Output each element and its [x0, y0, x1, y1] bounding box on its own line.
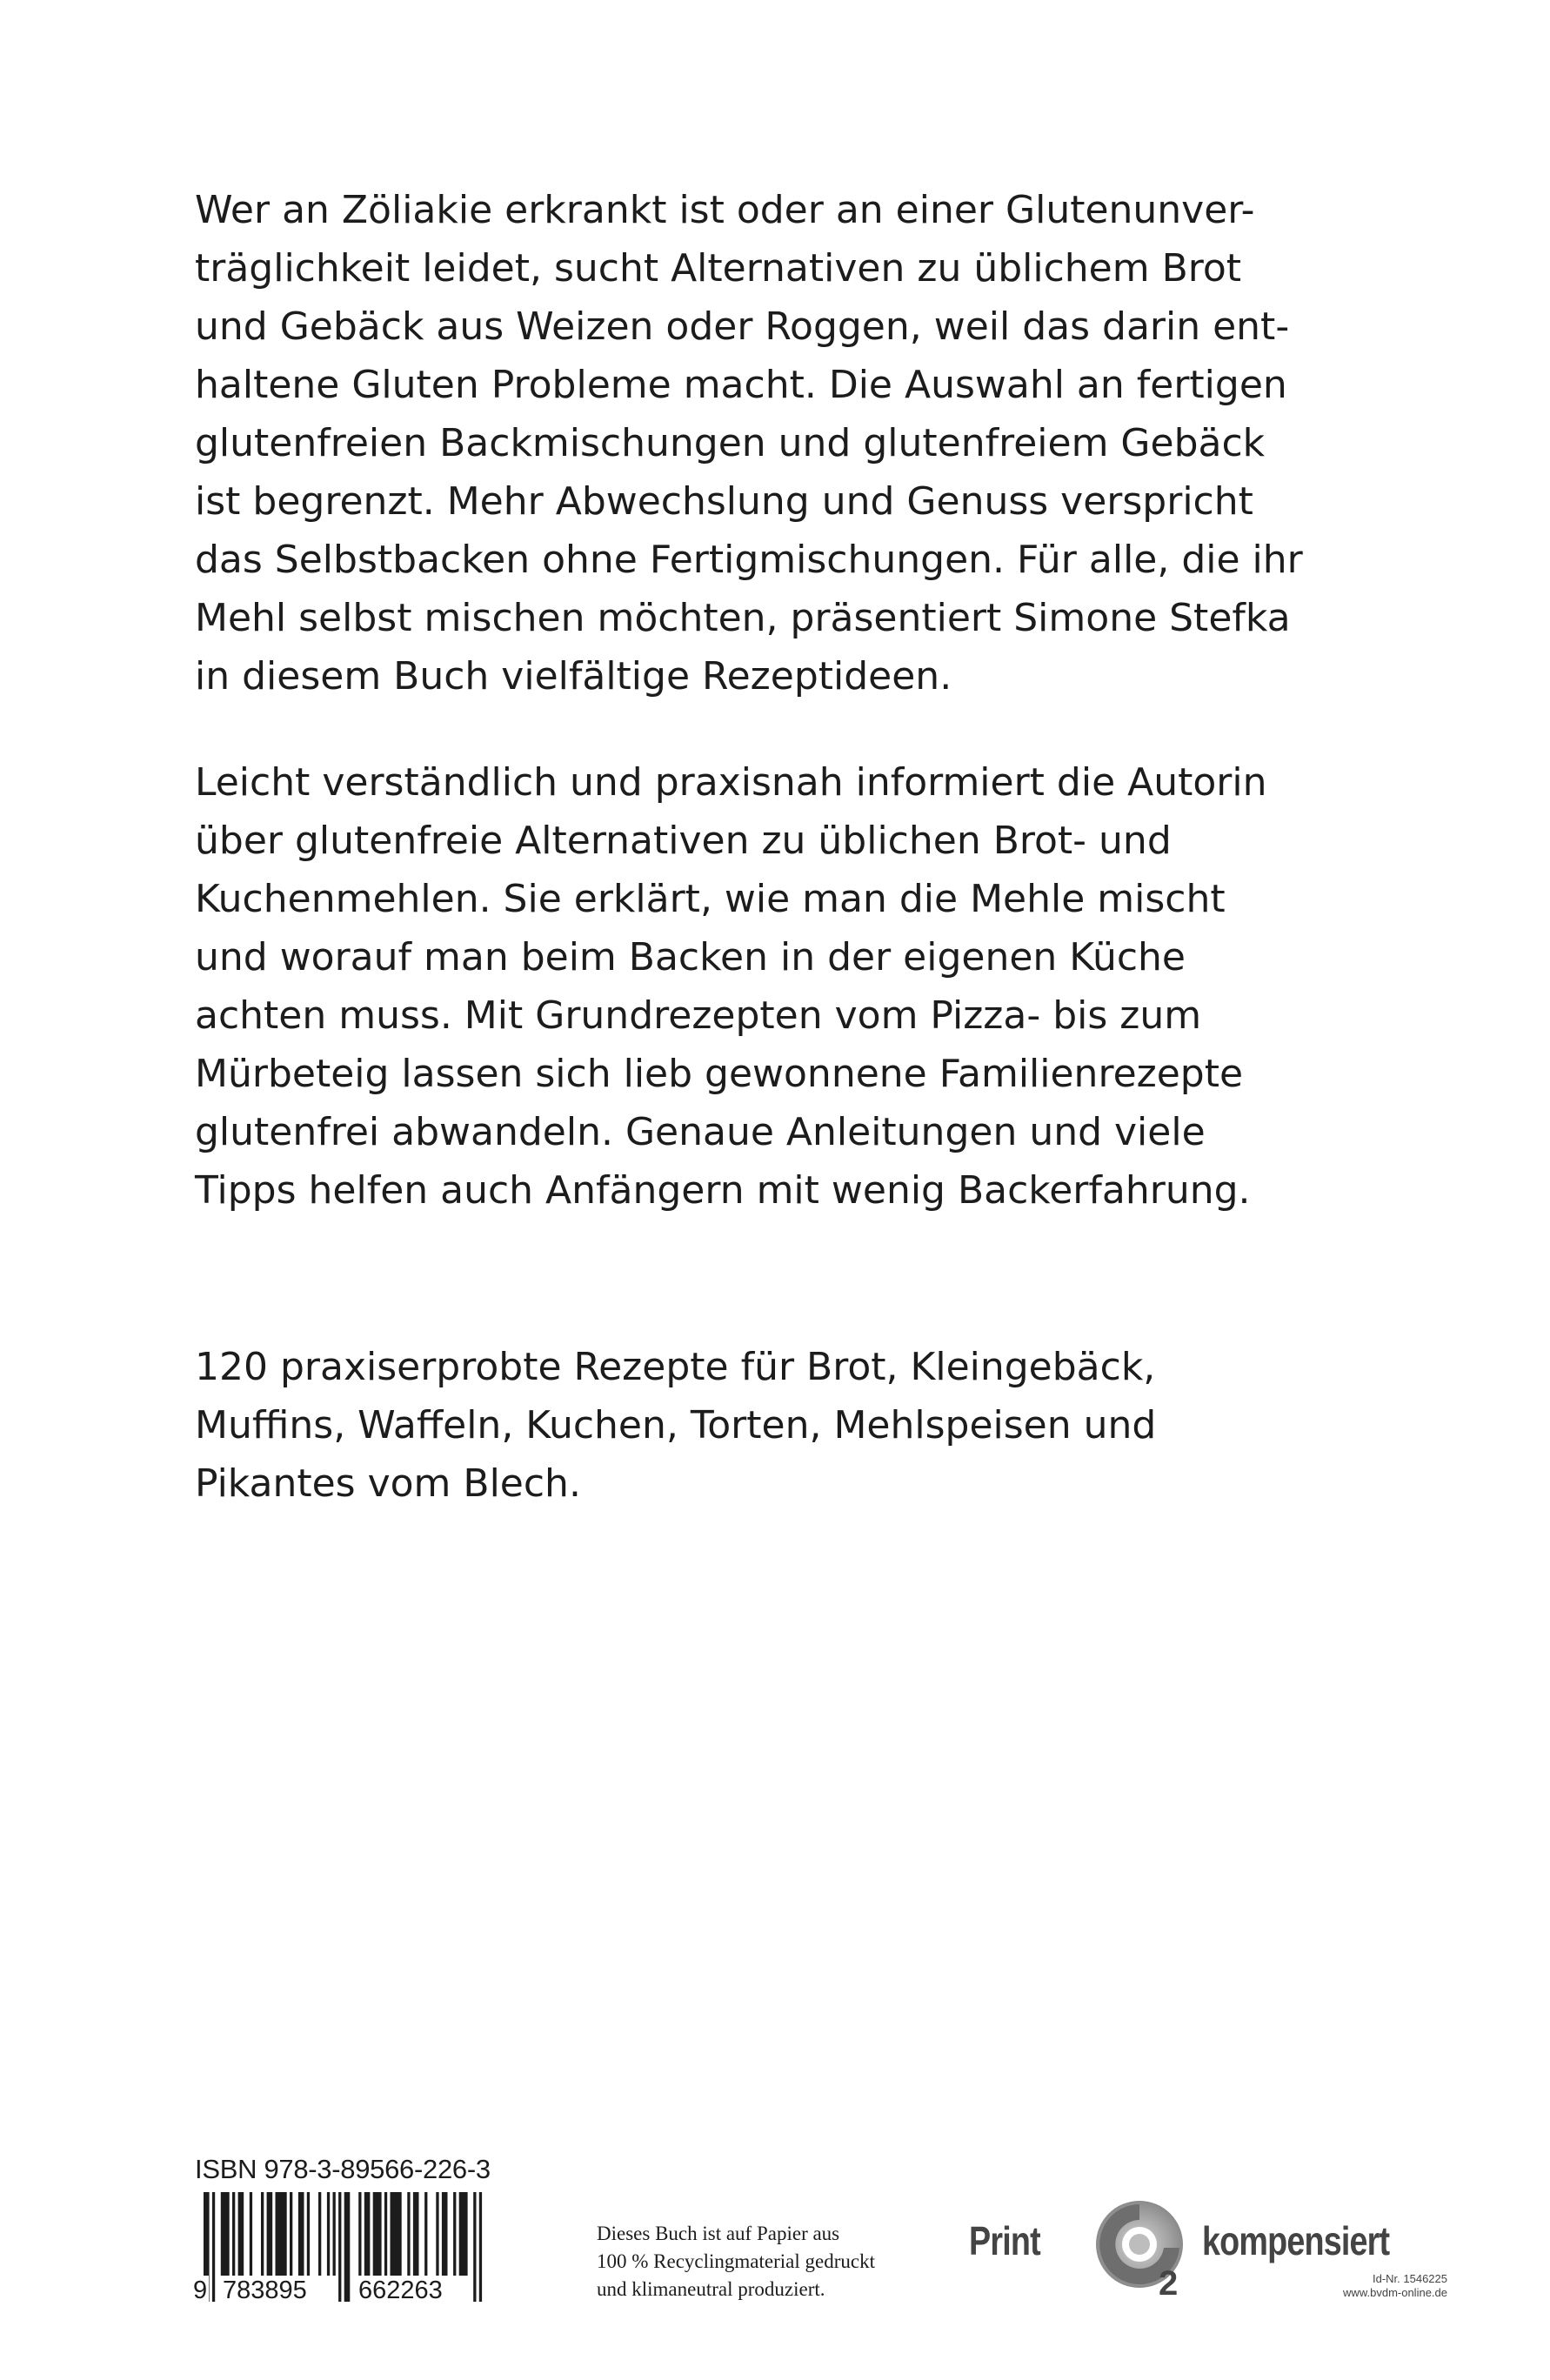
barcode-digit-first: 9 [193, 2276, 208, 2304]
blurb-line: Kuchenmehlen. Sie erklärt, wie man die Mehle mischt [195, 877, 1226, 921]
blurb-line: über glutenfreie Alternativen zu üblichen Brot- und [195, 819, 1172, 863]
barcode-bar [307, 2192, 310, 2276]
barcode-bar [436, 2192, 438, 2276]
blurb-line: achten muss. Mit Grundrezepten vom Pizza- bis zum [195, 993, 1202, 1038]
barcode-bar [391, 2192, 402, 2276]
blurb-line: 120 praxiserprobte Rezepte für Brot, Kleingebäck, [195, 1345, 1156, 1389]
blurb-line: Leicht verständlich und praxisnah informiert die Autorin [195, 760, 1267, 805]
blurb-line: glutenfreien Backmischungen und glutenfreiem Gebäck [195, 421, 1266, 465]
barcode-bar [413, 2192, 419, 2276]
logo-kompensiert-text: kompensiert [1202, 2218, 1390, 2263]
barcode-bar [333, 2192, 336, 2276]
barcode-bar [327, 2192, 330, 2276]
barcode-bar [453, 2192, 456, 2276]
logo-print-text: Print [969, 2218, 1040, 2263]
barcode-bar [424, 2192, 427, 2276]
recycling-note-line: 100 % Recyclingmaterial gedruckt [597, 2250, 875, 2272]
co2-swirl-graphic [1086, 2192, 1199, 2305]
barcode-bar [298, 2192, 304, 2276]
barcode-bar [250, 2192, 252, 2276]
barcode-digits [191, 2276, 492, 2307]
blurb-line: in diesem Buch vielfältige Rezeptideen. [195, 654, 952, 699]
barcode-bar [364, 2192, 371, 2276]
barcode-bar [407, 2192, 410, 2276]
blurb-line: ist begrenzt. Mehr Abwechslung und Genuss verspricht [195, 479, 1253, 524]
blurb-paragraph-1 [195, 181, 1395, 705]
blurb-line: Mürbeteig lassen sich lieb gewonnene Familienrezepte [195, 1052, 1244, 1096]
barcode-bar [358, 2192, 361, 2276]
blurb-line: und Gebäck aus Weizen oder Roggen, weil das darin ent- [195, 304, 1290, 349]
recycling-note-line: und klimaneutral produziert. [597, 2278, 825, 2300]
barcode-digits-left: 783895 [223, 2276, 307, 2304]
barcode-bar [261, 2192, 264, 2276]
barcode-bar [442, 2192, 448, 2276]
blurb-line: Wer an Zöliakie erkrankt ist oder an einer Glutenunver- [195, 188, 1255, 232]
barcode-bar [459, 2192, 468, 2276]
barcode-bar [221, 2192, 230, 2276]
barcode-bar [373, 2192, 382, 2276]
recycling-note [597, 2220, 979, 2303]
barcode-bar [267, 2192, 273, 2276]
barcode-bar [238, 2192, 244, 2276]
logo-url: www.bvdm-online.de [1343, 2286, 1447, 2299]
blurb-paragraph-2 [195, 753, 1395, 1220]
logo-id-number: Id-Nr. 1546225 [1372, 2272, 1447, 2285]
barcode-bar [232, 2192, 235, 2276]
blurb-paragraph-3 [195, 1338, 1395, 1513]
co2-swirl-icon [1086, 2192, 1199, 2305]
barcode-bar [276, 2192, 287, 2276]
blurb-line: und worauf man beim Backen in der eigenen Küche [195, 935, 1186, 979]
blurb-line: Mehl selbst mischen möchten, präsentiert Simone Stefka [195, 596, 1291, 640]
blurb-line: träglichkeit leidet, sucht Alternativen zu üblichem Brot [195, 246, 1242, 291]
barcode-digits-right: 662263 [358, 2276, 443, 2304]
blurb-line: glutenfrei abwandeln. Genaue Anleitungen und viele [195, 1110, 1206, 1154]
blurb-line: das Selbstbacken ohne Fertigmischungen. Für alle, die ihr [195, 538, 1303, 582]
barcode-bar [318, 2192, 321, 2276]
recycling-note-line: Dieses Buch ist auf Papier aus [597, 2223, 840, 2244]
print-co2-kompensiert-logo [969, 2189, 1447, 2319]
svg-text:2: 2 [1159, 2264, 1179, 2303]
blurb-line: Muffins, Waffeln, Kuchen, Torten, Mehlspeisen und [195, 1403, 1157, 1447]
blurb-line: Tipps helfen auch Anfängern mit wenig Backerfahrung. [195, 1168, 1251, 1213]
barcode-bar [384, 2192, 387, 2276]
barcode-bar [290, 2192, 292, 2276]
isbn-label: ISBN 978-3-89566-226-3 [195, 2154, 491, 2184]
blurb-line: haltene Gluten Probleme macht. Die Auswahl an fertigen [195, 363, 1287, 407]
blurb-line: Pikantes vom Blech. [195, 1461, 581, 1506]
